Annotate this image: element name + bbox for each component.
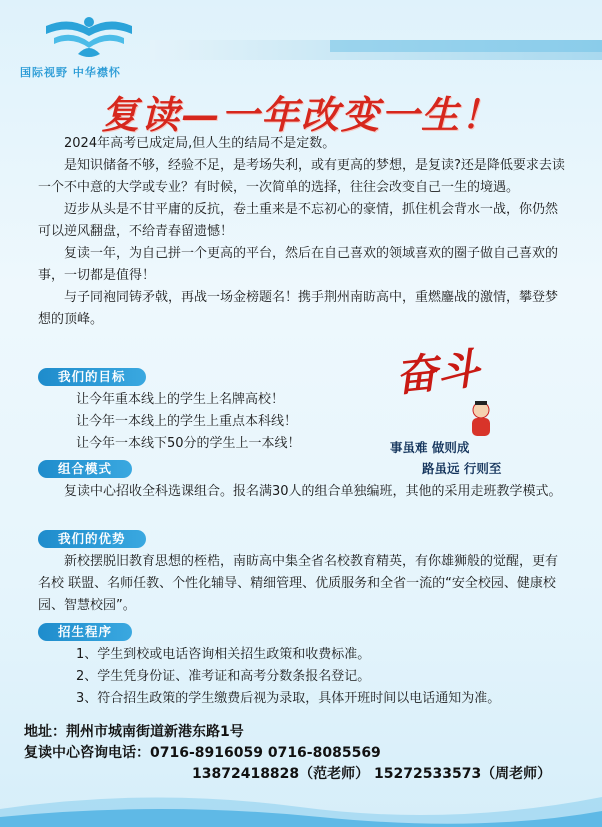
advantage-section (38, 529, 566, 617)
enroll-title: 招生程序 (38, 623, 132, 641)
intro-paragraph: 是知识储备不够，经验不足，是考场失利，或有更高的梦想，是复读?还是降低要求去读一个不中意的大学或专业？有时候，一次简单的选择，往往会改变自己一生的境遇。 (38, 158, 565, 195)
fendou-calligraphy: 奋斗 (392, 343, 482, 402)
motto (390, 437, 501, 479)
cartoon-figure-icon (466, 400, 496, 440)
goal-item: 让今年一本线上的学生上重点本科线！ (76, 414, 298, 429)
enroll-step: 2、学生凭身份证、准考证和高考分数条报名登记。 (76, 669, 371, 684)
motto-line: 事虽难 做则成 (390, 440, 470, 455)
bottom-wave-decor (0, 767, 602, 827)
top-decor-stripe (330, 40, 602, 52)
address: 地址：荆州市城南街道新港东路1号 (24, 724, 244, 740)
mobile-numbers: 13872418828（范老师） 15272533573（周老师） (192, 766, 552, 782)
enroll-step: 3、符合招生政策的学生缴费后视为录取，具体开班时间以电话通知为准。 (76, 691, 501, 706)
page-headline: 复读—一年改变一生！ (100, 92, 501, 137)
phone-numbers: 复读中心咨询电话：0716-8916059 0716-8085569 (24, 745, 381, 761)
intro-section (38, 133, 566, 331)
brand-slogan: 国际视野 中华襟怀 (20, 66, 121, 79)
advantage-title: 我们的优势 (38, 530, 146, 548)
goals-title: 我们的目标 (38, 368, 146, 386)
intro-paragraph: 2024年高考已成定局,但人生的结局不是定数。 (64, 136, 336, 151)
combo-title: 组合模式 (38, 460, 132, 478)
intro-paragraph: 迈步从头是不甘平庸的反抗，卷土重来是不忘初心的豪情，抓住机会背水一战，你仍然可以逆风翻盘，不给青春留遗憾！ (38, 202, 559, 239)
goal-item: 让今年重本线上的学生上名牌高校！ (76, 392, 285, 407)
combo-text: 复读中心招收全科选课组合。报名满30人的组合单独编班，其他的采用走班教学模式。 (64, 484, 562, 499)
intro-paragraph: 复读一年，为自己拼一个更高的平台，然后在自己喜欢的领域喜欢的圈子做自己喜欢的事，一切都是值得！ (38, 246, 559, 283)
enroll-step: 1、学生到校或电话咨询相关招生政策和收费标准。 (76, 647, 371, 662)
goal-item: 让今年一本线下50分的学生上一本线！ (76, 436, 301, 451)
enroll-section (38, 622, 566, 710)
motto-line: 路虽远 行则至 (422, 461, 502, 476)
advantage-text: 新校摆脱旧教育思想的桎梏，南眆高中集全省名校教育精英，有你雄狮般的觉醒，更有名校 联盟、名师任教、个性化辅导、精细管理、优质服务和全省一流的“安全校园、健康校园、智慧校园”。 (38, 554, 559, 613)
intro-paragraph: 与子同袍同铸矛戟，再战一场金榜题名！携手荆州南眆高中，重燃鏖战的激情，攀登梦想的顶峰。 (38, 290, 559, 327)
